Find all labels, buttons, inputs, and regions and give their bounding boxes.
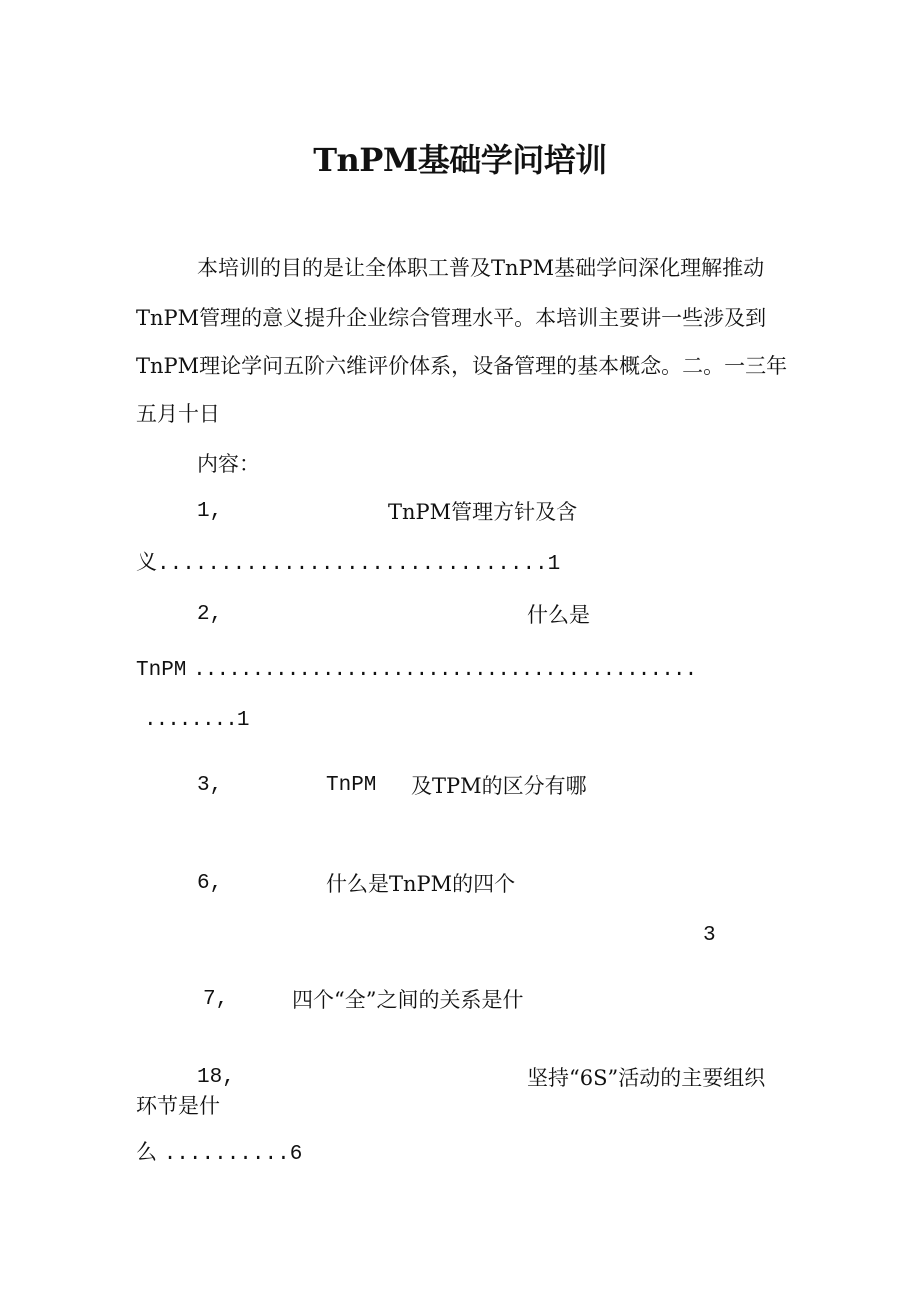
toc-item-3-text-a: TnPM — [326, 774, 377, 797]
intro-line-2: TnPM管理的意义提升企业综合管理水平。本培训主要讲一些涉及到 — [136, 306, 767, 330]
intro-line-1: 本培训的目的是让全体职工普及TnPM基础学问深化理解推动 — [197, 256, 765, 280]
toc-item-3-text-b: 及TPM的区分有哪 — [411, 774, 587, 798]
toc-item-7-number: 7, — [203, 988, 229, 1011]
toc-item-18-dots: .......... — [163, 1143, 290, 1166]
toc-item-2-text: 什么是 — [527, 603, 590, 627]
toc-item-3-number: 3, — [197, 774, 223, 797]
toc-item-1-page: 1 — [547, 553, 561, 576]
toc-item-18-number: 18, — [197, 1066, 235, 1089]
intro-line-4: 五月十日 — [136, 402, 220, 426]
toc-item-7-text: 四个“全”之间的关系是什 — [292, 988, 524, 1012]
toc-item-18-cont-2: 么 — [136, 1140, 157, 1164]
toc-item-18-text: 坚持“6S”活动的主要组织 — [527, 1066, 766, 1090]
toc-item-2-dots-2: ........ — [144, 709, 237, 732]
document-title: TnPM基础学问培训 — [313, 141, 607, 179]
toc-item-1-cont: 义 — [136, 550, 157, 574]
intro-line-3: TnPM理论学问五阶六维评价体系，设备管理的基本概念。二。一三年 — [136, 354, 788, 378]
toc-item-6-number: 6, — [197, 872, 223, 895]
toc-item-2-leader — [136, 656, 696, 683]
toc-item-1-leader — [136, 550, 560, 577]
toc-item-18-cont: 环节是什 — [136, 1094, 220, 1118]
toc-item-2-leader-cont — [144, 706, 249, 733]
toc-item-6-page: 3 — [703, 924, 716, 947]
toc-item-6-text: 什么是TnPM的四个 — [326, 872, 516, 896]
toc-item-2-page: 1 — [236, 709, 250, 732]
toc-item-2-number: 2, — [197, 603, 223, 626]
contents-label: 内容： — [197, 452, 260, 476]
toc-item-18-page: 6 — [289, 1143, 303, 1166]
toc-item-1-dots: ............................... — [157, 553, 548, 576]
toc-item-1-number: 1, — [197, 500, 223, 523]
toc-item-2-cont: TnPM — [136, 659, 187, 682]
toc-item-1-text: TnPM管理方针及含 — [388, 500, 578, 524]
toc-item-18-leader — [136, 1140, 302, 1167]
toc-item-2-dots: ........................................... — [193, 659, 697, 682]
